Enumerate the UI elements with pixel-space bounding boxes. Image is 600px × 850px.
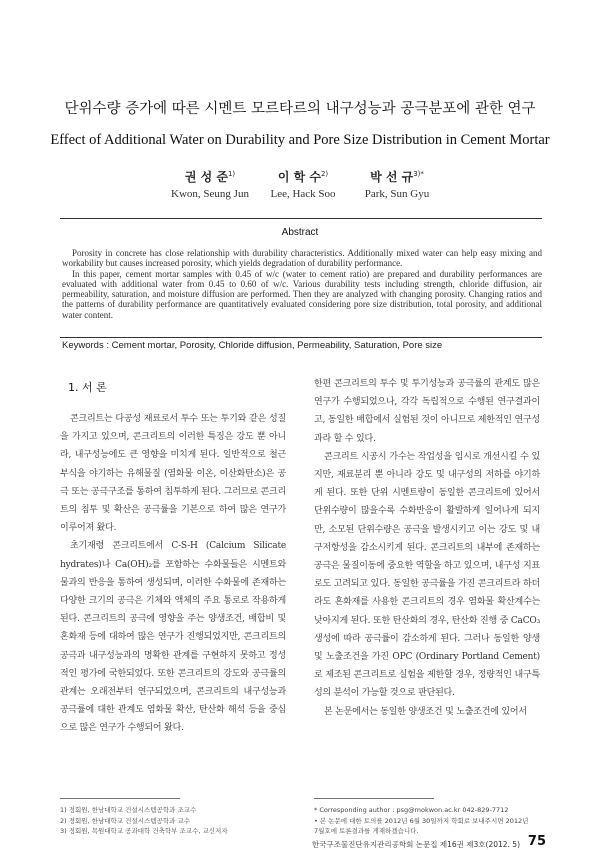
footnote: 7월호에 토론결과를 게재하겠습니다. bbox=[314, 827, 419, 835]
body-paragraph: 콘크리트 시공시 가수는 작업성을 임시로 개선시킬 수 있지만, 재료분리 뿐 아니라 강도 및 내구성의 저하를 야기하게 된다. 또한 단위 시멘트량이 동일한 콘크리트에 있어서 단위수량이 많을수록 수화반응이 활발하게 일어나게 되지만, 소모된 단위수량은 공극을 발생시키고 이는 강도 및 내구저항성을 감소시키게 된다. 콘크리트의 내부에 존재하는 공극은 물질이동에 중요한 역할을 하고 있으며, 내구성 지표로도 고려되고 있다. 동일한 공극률을 가진 콘크리트라 하더라도 혼화재를 사용한 콘크리트의 경우 염화물 확산계수는 낮아지게 된다. 또한 탄산화의 경우, 탄산화 진행 중 CaCO₃ 생성에 따라 공극률이 감소하게 된다. 그러나 동일한 양생 및 노출조건을 가진 OPC (Ordinary Portland Cement)로 제조된 콘크리트로 실험을 제한할 경우, 정량적인 내구특성의 분석이 가능할 것으로 판단된다. bbox=[314, 451, 540, 699]
abstract-body bbox=[62, 248, 542, 320]
abstract-heading: Abstract bbox=[281, 227, 319, 238]
body-paragraph: 한편 콘크리트의 투수 및 투기성능과 공극률의 관계도 많은 연구가 수행되었으나, 각각 독립적으로 수행된 연구결과이고, 동일한 배합에서 실험된 것이 아니므로 제한적인 연구성과라 할 수 있다. bbox=[314, 379, 540, 444]
abstract-paragraph: Porosity in concrete has close relationship with durability characteristics. Additionally mixed water can help easy mixing and workability but causes increased porosity, which yields degradation of durability performance. bbox=[62, 248, 542, 269]
author-3 bbox=[337, 168, 457, 200]
author-name-ko: 박 선 규 bbox=[370, 170, 414, 184]
author-name-en: Kwon, Seung Jun bbox=[171, 188, 249, 200]
footnote: • 본 논문에 대한 토의를 2012년 6월 30일까지 학회로 보내주시면 2012년 bbox=[314, 816, 529, 825]
author-name-ko: 이 학 수 bbox=[277, 170, 321, 184]
page-number: 75 bbox=[527, 834, 546, 849]
body-paragraph: 콘크리트는 다공성 재료로서 투수 또는 투기와 같은 성질을 가지고 있으며, 콘크리트의 이러한 특징은 강도 뿐 아니라, 내구성능에도 큰 영향을 미치게 된다. 일반적으로 철근부식을 야기하는 유해물질 (염화물 이온, 이산화탄소)은 공극 또는 공극구조를 통하여 침투하게 된다. 그러므로 콘크리트의 침투 및 확산은 공극률을 기본으로 하여 많은 연구가 이루어져 왔다. bbox=[60, 414, 286, 534]
body-column-left bbox=[60, 374, 286, 738]
author-name-en: Lee, Hack Soo bbox=[270, 188, 336, 200]
footnote: * Corresponding author : psg@mokwon.ac.kr 042-829-7712 bbox=[314, 806, 509, 814]
section-heading: 1. 서 론 bbox=[68, 381, 107, 394]
body-column-right bbox=[314, 375, 540, 721]
affiliation-footnotes bbox=[60, 805, 290, 837]
keywords-text: Cement mortar, Porosity, Chloride diffusion, Permeability, Saturation, Pore size bbox=[111, 340, 443, 351]
keywords-label: Keywords : bbox=[62, 340, 109, 351]
footnote: 1) 정회원, 한남대학교 건설시스템공학과 조교수 bbox=[60, 806, 197, 814]
body-paragraph: 본 논문에서는 동일한 양생조건 및 노출조건에 있어서 bbox=[324, 706, 527, 717]
paper-title-english: Effect of Additional Water on Durability and Pore Size Distribution in Cement Mortar bbox=[50, 132, 550, 148]
correspondence-footnotes bbox=[314, 805, 544, 837]
footnote-divider bbox=[314, 798, 434, 799]
author-list bbox=[0, 168, 600, 208]
footnote-divider bbox=[60, 798, 180, 799]
author-affiliation-mark: 2) bbox=[320, 170, 329, 178]
page-footer bbox=[311, 834, 546, 849]
footnote: 2) 정회원, 한남대학교 건설시스템공학과 교수 bbox=[60, 816, 191, 825]
footnote: 3) 정회원, 목원대학교 공과대학 건축학부 조교수, 교신저자 bbox=[60, 827, 228, 835]
keywords-line bbox=[62, 340, 542, 351]
paper-title-korean: 단위수량 증가에 따른 시멘트 모르타르의 내구성능과 공극분포에 관한 연구 bbox=[64, 101, 536, 117]
author-affiliation-mark: 3)* bbox=[413, 170, 424, 178]
author-name-en: Park, Sun Gyu bbox=[364, 188, 430, 200]
author-name-ko: 권 성 준 bbox=[184, 170, 228, 184]
body-paragraph: 초기재령 콘크리트에서 C-S-H (Calcium Silicate hydrates)나 Ca(OH)₂를 포함하는 수화물들은 시멘트와 물과의 반응을 통하여 생성되며, 이러한 수화물에 존재하는 다양한 크기의 공극은 기체와 액체의 주요 통로로 작용하게 된다. 콘크리트의 공극에 영향을 주는 양생조건, 배합비 및 혼화재 등에 대하여 많은 연구가 진행되었지만, 콘크리트의 공극과 내구성능과의 명확한 관계를 구현하지 못하고 정성적인 평가에 국한되었다. 또한 콘크리트의 강도와 공극률의 관계는 오래전부터 연구되었으며, 콘크리트의 내구성능과 공극률에 대한 관계도 염화물 확산, 탄산화 해석 등을 중심으로 많은 연구가 수행되어 왔다. bbox=[60, 541, 286, 734]
abstract-paragraph: In this paper, cement mortar samples with 0.45 of w/c (water to cement ratio) are prepared and durability performances are evaluated with additional water from 0.45 to 0.60 of w/c. Various durability tests including strength, chloride diffusion, air permeability, saturation, and moisture diffusion are performed. Then they are analyzed with changing porosity. Changing ratios and the patterns of durability performance are quantitatively evaluated considering pore size distribution, total porosity, and additional water content. bbox=[62, 268, 542, 320]
journal-citation: 한국구조물진단유지관리공학회 논문집 제16권 제3호(2012. 5) bbox=[311, 840, 520, 849]
author-affiliation-mark: 1) bbox=[227, 170, 236, 178]
